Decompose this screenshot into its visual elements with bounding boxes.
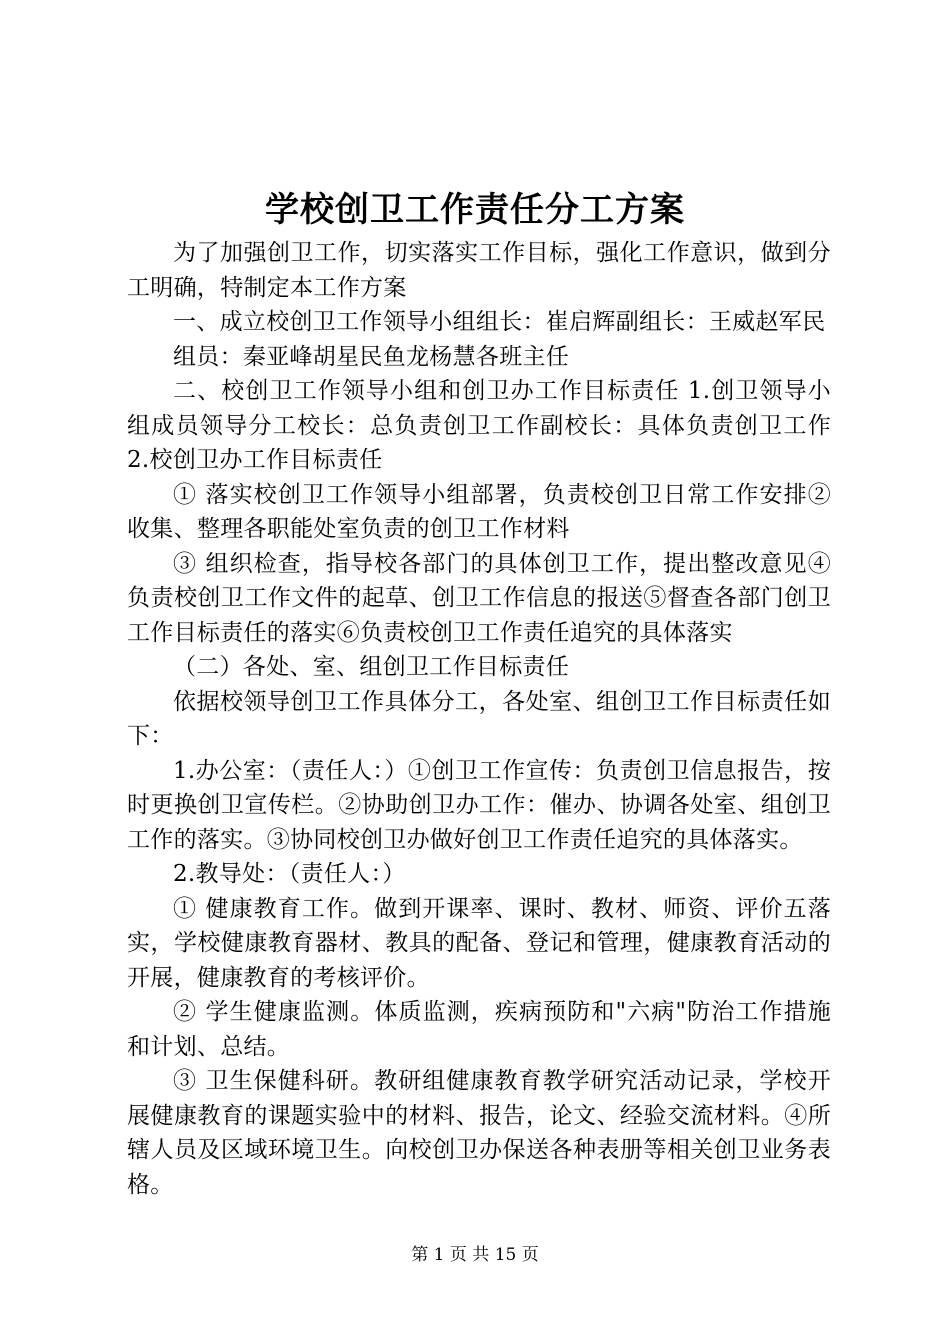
paragraph-basis: 依据校领导创卫工作具体分工，各处室、组创卫工作目标责任如下：: [127, 688, 831, 749]
paragraph-office: 1.办公室：（责任人：）①创卫工作宣传：负责创卫信息报告，按时更换创卫宣传栏。②协助创卫办工作：催办、协调各处室、组创卫工作的落实。③协同校创卫办做好创卫工作责任追究的具体落实。: [127, 757, 831, 853]
paragraph-health-education: ① 健康教育工作。做到开课率、课时、教材、师资、评价五落实，学校健康教育器材、教具的配备、登记和管理，健康教育活动的开展，健康教育的考核评价。: [127, 895, 831, 991]
paragraph-health-monitoring: ② 学生健康监测。体质监测，疾病预防和"六病"防治工作措施和计划、总结。: [127, 999, 831, 1060]
paragraph-section-2: （二）各处、室、组创卫工作目标责任: [173, 654, 570, 680]
paragraph-intro: 为了加强创卫工作，切实落实工作目标，强化工作意识，做到分工明确，特制定本工作方案: [127, 240, 831, 301]
paragraph-leadership-group: 一、成立校创卫工作领导小组组长：崔启辉副组长：王威赵军民: [173, 309, 826, 335]
paragraph-members: 组员：秦亚峰胡星民鱼龙杨慧各班主任: [173, 343, 570, 370]
paragraph-targets: 二、校创卫工作领导小组和创卫办工作目标责任 1.创卫领导小组成员领导分工校长：总负责创卫工作副校长：具体负责创卫工作 2.校创卫办工作目标责任: [127, 378, 831, 473]
document-title: 学校创卫工作责任分工方案: [265, 190, 685, 230]
document-body: [127, 236, 831, 1202]
paragraph-item-3: ③ 组织检查，指导校各部门的具体创卫工作，提出整改意见④负责校创卫工作文件的起草、创卫工作信息的报送⑤督查各部门创卫工作目标责任的落实⑥负责校创卫工作责任追究的具体落实: [127, 550, 831, 646]
paragraph-health-research: ③ 卫生保健科研。教研组健康教育教学研究活动记录，学校开展健康教育的课题实验中的材料、报告，论文、经验交流材料。④所辖人员及区域环境卫生。向校创卫办保送各种表册等相关创卫业务表格。: [127, 1068, 831, 1198]
page-footer: 第 1 页 共 15 页: [411, 1245, 539, 1265]
paragraph-item-1: ① 落实校创卫工作领导小组部署，负责校创卫日常工作安排②收集、整理各职能处室负责的创卫工作材料: [127, 481, 831, 542]
paragraph-academic-office: 2.教导处：（责任人：）: [173, 861, 406, 887]
